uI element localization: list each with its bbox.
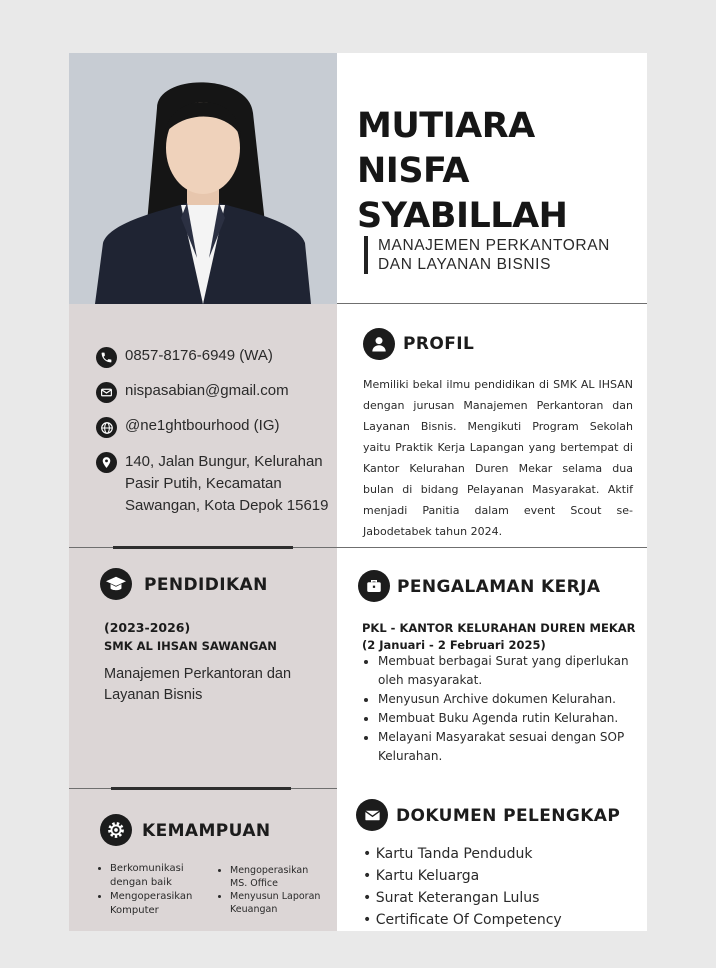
list-item: • Menyusun Archive dokumen Kelurahan. bbox=[378, 690, 648, 709]
major-line: Manajemen Perkantoran dan bbox=[104, 666, 292, 682]
skills-list-right bbox=[214, 864, 320, 916]
major-line: Layanan Bisnis bbox=[104, 687, 203, 703]
list-item: • Melayani Masyarakat sesuai dengan SOP Kelurahan. bbox=[378, 728, 648, 766]
phone-icon bbox=[96, 347, 117, 368]
list-item: • Kartu Tanda Penduduk bbox=[363, 846, 533, 862]
instagram-text: @ne1ghtbourhood (IG) bbox=[125, 417, 280, 434]
email-text: nispasabian@gmail.com bbox=[125, 382, 289, 399]
header-divider bbox=[337, 303, 647, 304]
address-text bbox=[125, 451, 329, 517]
subtitle-line: DAN LAYANAN BISNIS bbox=[378, 256, 552, 273]
job-heading bbox=[362, 620, 635, 654]
section-title-pengalaman: PENGALAMAN KERJA bbox=[397, 577, 601, 597]
section-title-kemampuan: KEMAMPUAN bbox=[142, 821, 271, 841]
profile-photo bbox=[69, 53, 337, 304]
candidate-name bbox=[357, 104, 637, 239]
address-line: 140, Jalan Bungur, Kelurahan bbox=[125, 453, 323, 470]
skill-line: Mengoperasikan bbox=[110, 891, 193, 902]
job-duties-list bbox=[362, 652, 648, 766]
subtitle-line: MANAJEMEN PERKANTORAN bbox=[378, 237, 610, 254]
job-heading-line: (2 Januari - 2 Februari 2025) bbox=[362, 638, 546, 652]
list-item bbox=[110, 862, 192, 890]
list-item bbox=[230, 864, 320, 890]
graduation-cap-icon bbox=[100, 568, 132, 600]
skill-line: Mengoperasikan bbox=[230, 865, 309, 876]
divider-bar bbox=[113, 546, 293, 549]
school-name: SMK AL IHSAN SAWANGAN bbox=[104, 639, 277, 653]
location-pin-icon bbox=[96, 452, 117, 473]
documents-list bbox=[363, 843, 562, 931]
list-item bbox=[110, 890, 192, 918]
gear-icon bbox=[100, 814, 132, 846]
section-title-pendidikan: PENDIDIKAN bbox=[144, 575, 268, 595]
name-line: SYABILLAH bbox=[357, 196, 568, 236]
education-years: (2023-2026) bbox=[104, 620, 191, 635]
address-line: Pasir Putih, Kecamatan bbox=[125, 475, 282, 492]
briefcase-icon bbox=[358, 570, 390, 602]
divider-bar bbox=[111, 787, 291, 790]
envelope-icon bbox=[356, 799, 388, 831]
job-heading-line: PKL - KANTOR KELURAHAN DUREN MEKAR bbox=[362, 621, 636, 635]
address-line: Sawangan, Kota Depok 15619 bbox=[125, 497, 329, 514]
list-item: • Membuat Buku Agenda rutin Kelurahan. bbox=[378, 709, 648, 728]
skill-line: dengan baik bbox=[110, 877, 172, 888]
skill-line: Keuangan bbox=[230, 904, 278, 915]
name-line: MUTIARA bbox=[357, 106, 535, 146]
skill-line: Menyusun Laporan bbox=[230, 891, 321, 902]
section-title-profil: PROFIL bbox=[403, 334, 475, 354]
list-item: • Membuat berbagai Surat yang diperlukan oleh masyarakat. bbox=[378, 652, 648, 690]
phone-text: 0857-8176-6949 (WA) bbox=[125, 347, 273, 364]
list-item bbox=[230, 890, 320, 916]
skill-line: Komputer bbox=[110, 905, 159, 916]
list-item: • Kartu Keluarga bbox=[363, 868, 480, 884]
globe-icon bbox=[96, 417, 117, 438]
section-title-dokumen: DOKUMEN PELENGKAP bbox=[396, 806, 621, 826]
user-icon bbox=[363, 328, 395, 360]
job-subtitle bbox=[364, 236, 610, 274]
skill-line: Berkomunikasi bbox=[110, 863, 184, 874]
profil-paragraph: Memiliki bekal ilmu pendidikan di SMK AL IHSAN dengan jurusan Manajemen Perkantoran dan Layanan Bisnis. Mengikuti Program Sekolah yaitu Praktik Kerja Lapangan yang bertempat di Kantor Kelurahan Duren Mekar selama dua bulan di bidang Pelayanan Masyarakat. Aktif menjadi Panitia dalam event Scout se-Jabodetabek tahun 2024. bbox=[363, 378, 633, 538]
email-icon bbox=[96, 382, 117, 403]
skills-list-left bbox=[94, 862, 192, 918]
name-line: NISFA bbox=[357, 151, 470, 191]
list-item: • Certificate Of Competency bbox=[363, 912, 562, 928]
major-name bbox=[104, 664, 291, 706]
list-item: • Surat Keterangan Lulus bbox=[363, 890, 540, 906]
skill-line: MS. Office bbox=[230, 878, 278, 889]
